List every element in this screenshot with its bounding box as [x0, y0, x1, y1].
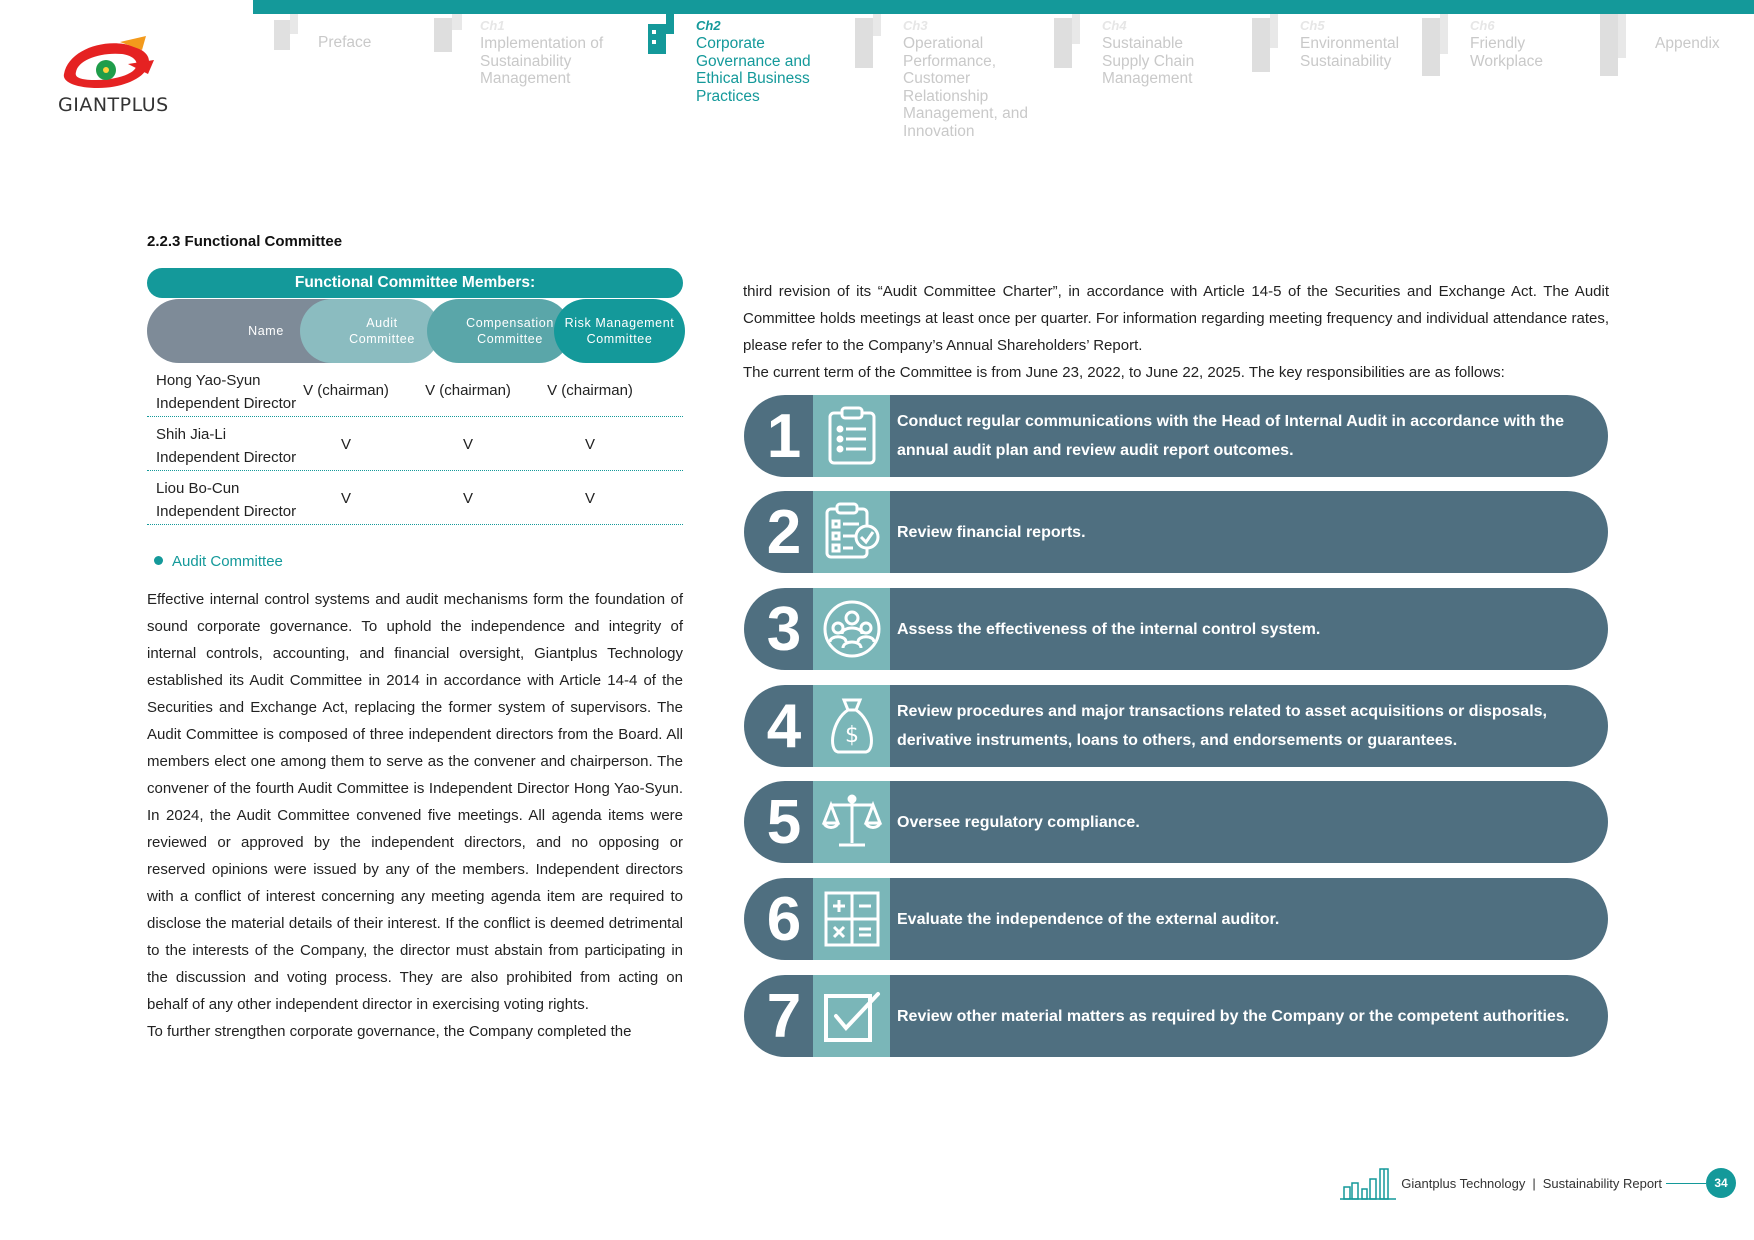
responsibility-number: 5: [766, 787, 802, 857]
header-accent-bar: [253, 0, 1754, 14]
responsibility-item: [744, 685, 1608, 767]
paragraph: The current term of the Committee is from June 23, 2022, to June 22, 2025. The key responsibilities are as follows:: [743, 364, 1505, 381]
money-bag-icon: [813, 685, 890, 767]
nav-label: Sustainable Supply Chain Management: [1102, 35, 1195, 87]
column-header-audit: [300, 299, 440, 363]
compensation-cell: V: [462, 435, 473, 453]
column-header-label: Audit Committee: [349, 316, 415, 346]
responsibility-number: 1: [766, 401, 802, 471]
footer-divider: [1666, 1183, 1706, 1184]
bullet-icon: [154, 556, 163, 565]
responsibility-item: [744, 588, 1608, 670]
table-title: Functional Committee Members:: [147, 268, 683, 298]
building-icon: [855, 14, 895, 74]
table-row: [147, 417, 683, 471]
member-role: Independent Director: [156, 503, 297, 520]
nav-label: Environmental Sustainability: [1300, 35, 1400, 70]
audit-body-continued: [743, 278, 1609, 386]
responsibility-text: Review financial reports.: [897, 523, 1086, 541]
checkbox-icon: [813, 975, 890, 1057]
column-header-label: Name: [248, 324, 284, 338]
column-header-risk: [554, 299, 685, 363]
nav-label: Preface: [318, 34, 372, 51]
building-icon: [1252, 14, 1292, 74]
table-row: [147, 363, 683, 417]
table-row: [147, 471, 683, 525]
nav-chapter: Ch1: [480, 18, 505, 33]
people-group-icon: [813, 588, 890, 670]
nav-label: Friendly Workplace: [1470, 35, 1543, 70]
member-name-cell: [156, 369, 296, 415]
responsibility-number: 7: [766, 981, 802, 1051]
responsibility-item: [744, 975, 1608, 1057]
responsibility-item: [744, 781, 1608, 863]
responsibility-number: 4: [766, 691, 802, 761]
building-icon: [1422, 14, 1462, 78]
audit-cell: V: [340, 435, 351, 453]
responsibility-text: Conduct regular communications with the Head of Internal Audit in accordance with the annual audit plan and review audit report outcomes.: [897, 413, 1565, 459]
building-icon: [648, 14, 696, 58]
compensation-cell: V (chairman): [425, 381, 511, 399]
member-name: Hong Yao-Syun: [156, 372, 261, 389]
column-header-label: Risk Management Committee: [564, 316, 675, 346]
section-title: 2.2.3 Functional Committee: [147, 233, 343, 250]
risk-cell: V: [584, 489, 595, 507]
audit-body-text: [147, 586, 683, 1045]
responsibility-number: 6: [766, 884, 802, 954]
responsibility-text: Oversee regulatory compliance.: [897, 813, 1140, 831]
member-name: Shih Jia-Li: [156, 426, 227, 443]
scales-icon: [813, 781, 890, 863]
nav-chapter: Ch6: [1470, 18, 1495, 33]
risk-cell: V (chairman): [547, 381, 633, 399]
nav-label: Operational Performance, Customer Relationship Management, and Innovation: [903, 35, 1028, 140]
audit-committee-heading: Audit Committee: [172, 553, 283, 570]
footer-company: Giantplus Technology: [1401, 1175, 1526, 1191]
paragraph: third revision of its “Audit Committee Charter”, in accordance with Article 14-5 of the Securities and Exchange Act. The Audit Committee holds meetings at least once per quarter. For information regarding meeting frequency and individual attendance rates, please refer to the Company’s Annual Shareholders’ Report.: [743, 283, 1609, 354]
paragraph: Effective internal control systems and audit mechanisms form the foundation of sound corporate governance. To uphold the independence and integrity of internal controls, accounting, and financial oversight, Giantplus Technology established its Audit Committee in 2014 in accordance with Article 14-4 of the Securities and Exchange Act, replacing the former system of supervisors. The Audit Committee is composed of three independent directors from the Board. All members elect one among them to serve as the convener and chairperson. The convener of the fourth Audit Committee is Independent Director Hong Yao-Syun. In 2024, the Audit Committee convened five meetings. All agenda items were reviewed or approved by the independent directors, and no opposing or reserved opinions were issued by any of the members. Independent directors with a conflict of interest concerning any meeting agenda item are required to disclose the material details of their interest. If the conflict is deemed detrimental to the interests of the Company, the director must abstain from participating in the discussion and voting process. They are also prohibited from acting on behalf of any other independent director in exercising voting rights.: [147, 591, 683, 1013]
footer-separator: |: [1532, 1175, 1536, 1191]
responsibility-number: 3: [766, 594, 802, 664]
nav-chapter: Ch2: [696, 18, 721, 33]
checklist-icon: [813, 491, 890, 573]
member-name-cell: [156, 477, 296, 523]
responsibility-text: Evaluate the independence of the external auditor.: [897, 910, 1280, 928]
footer: [1340, 1165, 1736, 1201]
responsibility-text: Review procedures and major transactions related to asset acquisitions or disposals, derivative instruments, loans to others, and endorsements or guarantees.: [897, 703, 1547, 749]
nav-label: Appendix: [1655, 35, 1720, 52]
member-name-cell: [156, 423, 296, 469]
nav-chapter: Ch3: [903, 18, 928, 33]
audit-cell: V (chairman): [303, 381, 389, 399]
building-icon: [1054, 14, 1094, 74]
risk-cell: V: [584, 435, 595, 453]
nav-chapter: Ch4: [1102, 18, 1127, 33]
table-header-row: [147, 299, 685, 363]
responsibility-text: Assess the effectiveness of the internal control system.: [897, 620, 1321, 638]
member-name: Liou Bo-Cun: [156, 480, 240, 497]
paragraph: To further strengthen corporate governance, the Company completed the: [147, 1023, 632, 1040]
responsibility-item: [744, 395, 1608, 477]
member-role: Independent Director: [156, 395, 297, 412]
calculator-icon: [813, 878, 890, 960]
column-header-compensation: [427, 299, 571, 363]
building-icon: [270, 14, 310, 54]
page-number: 34: [1706, 1168, 1736, 1198]
clipboard-list-icon: [813, 395, 890, 477]
column-header-label: Compensation Committee: [466, 316, 554, 346]
compensation-cell: V: [462, 489, 473, 507]
building-icon: [1600, 14, 1640, 78]
city-skyline-icon: [1340, 1165, 1396, 1201]
nav-chapter: Ch5: [1300, 18, 1325, 33]
logo-text: GIANTPLUS: [58, 94, 169, 116]
responsibility-number: 2: [766, 497, 802, 567]
audit-cell: V: [340, 489, 351, 507]
responsibility-item: [744, 491, 1608, 573]
member-role: Independent Director: [156, 449, 297, 466]
footer-report: Sustainability Report: [1542, 1175, 1662, 1191]
building-icon: [432, 14, 472, 54]
nav-label: Corporate Governance and Ethical Business Practices: [696, 35, 811, 105]
svg-text:$: $: [844, 723, 859, 748]
responsibility-text: Review other material matters as required by the Company or the competent authorities.: [897, 1007, 1570, 1025]
nav-label: Implementation of Sustainability Management: [480, 35, 604, 87]
responsibility-item: [744, 878, 1608, 960]
